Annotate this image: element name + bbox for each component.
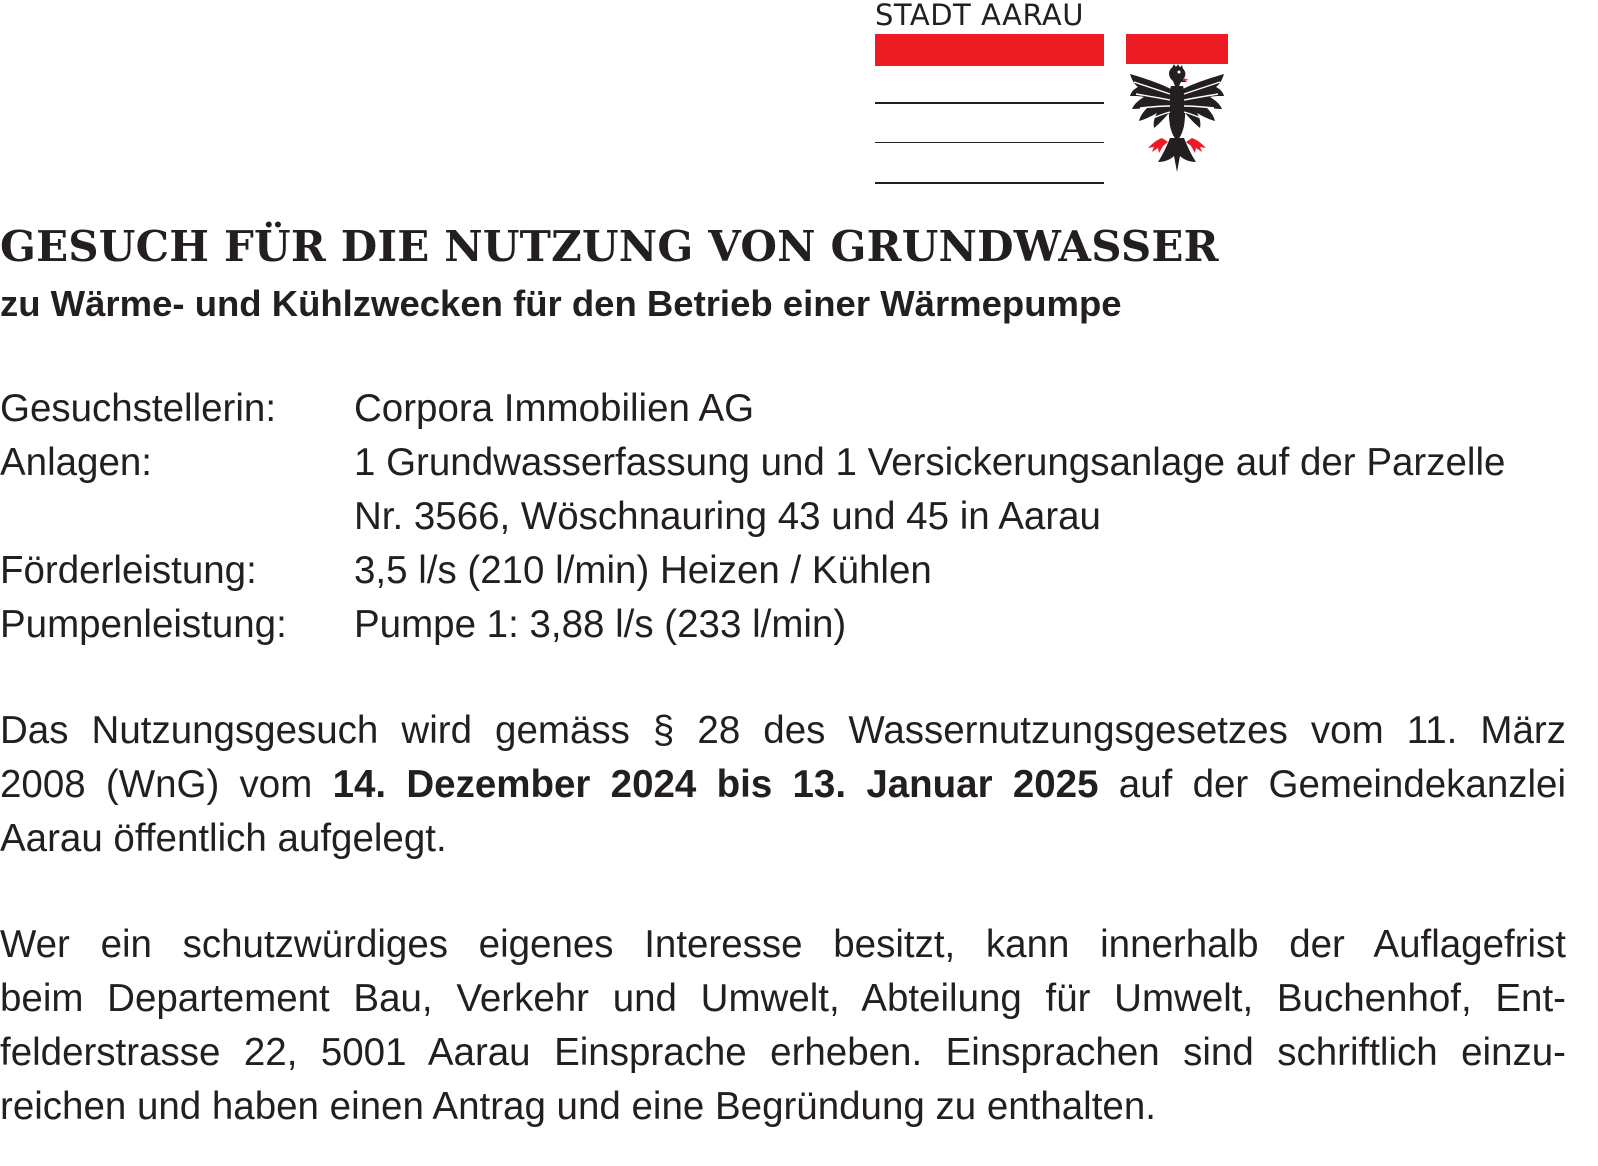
- publication-period: 14. Dezember 2024 bis 13. Januar 2025: [332, 763, 1099, 806]
- applicant-row: [0, 382, 1598, 436]
- pump-label: Pumpenleistung:: [0, 603, 287, 646]
- paragraph-line: felderstrasse 22, 5001 Aarau Einsprache erheben. Einsprachen sind schriftlich einzu-: [0, 1031, 1566, 1074]
- eagle-crest-icon: [1126, 34, 1228, 180]
- facilities-label: Anlagen:: [0, 441, 152, 484]
- applicant-label: Gesuchstellerin:: [0, 387, 277, 430]
- paragraph-text: auf der Gemeindekanzlei: [1098, 763, 1567, 806]
- logo-red-bar: [875, 34, 1104, 66]
- paragraph-line: reichen und haben einen Antrag und eine Begründung zu enthalten.: [0, 1085, 1156, 1128]
- paragraph-line: Das Nutzungsgesuch wird gemäss § 28 des Wassernutzungsgesetzes vom 11. März: [0, 709, 1566, 752]
- applicant-value: Corpora Immobilien AG: [354, 387, 755, 430]
- page-title: GESUCH FÜR DIE NUTZUNG VON GRUNDWASSER: [0, 222, 1219, 271]
- page-subtitle: zu Wärme- und Kühlzwecken für den Betrieb einer Wärmepumpe: [0, 283, 1122, 324]
- facilities-value: [354, 436, 1598, 544]
- pump-value: Pumpe 1: 3,88 l/s (233 l/min): [354, 603, 847, 646]
- logo-line: [875, 142, 1104, 143]
- facilities-value-line: Nr. 3566, Wöschnauring 43 und 45 in Aarau: [354, 495, 1101, 538]
- pump-row: [0, 598, 1598, 652]
- objection-paragraph: [0, 918, 1598, 1134]
- publication-paragraph: [0, 704, 1598, 866]
- paragraph-line: [0, 758, 1566, 812]
- paragraph-line: Wer ein schutzwürdiges eigenes Interesse besitzt, kann innerhalb der Auflagefrist: [0, 923, 1566, 966]
- facilities-row: [0, 436, 1598, 544]
- paragraph-text: 2008 (WnG) vom: [0, 763, 333, 806]
- application-details: [0, 382, 1598, 652]
- delivery-row: [0, 544, 1598, 598]
- stadt-aarau-logo: [875, 0, 1235, 190]
- delivery-value: 3,5 l/s (210 l/min) Heizen / Kühlen: [354, 549, 932, 592]
- logo-line: [875, 182, 1104, 184]
- logo-line: [875, 102, 1104, 104]
- paragraph-line: Aarau öffentlich aufgelegt.: [0, 817, 447, 860]
- delivery-label: Förderleistung:: [0, 549, 257, 592]
- logo-text: STADT AARAU: [875, 0, 1084, 32]
- facilities-value-line: 1 Grundwasserfassung und 1 Versickerungsanlage auf der Parzelle: [354, 441, 1506, 484]
- paragraph-line: beim Departement Bau, Verkehr und Umwelt, Abteilung für Umwelt, Buchenhof, Ent-: [0, 977, 1566, 1020]
